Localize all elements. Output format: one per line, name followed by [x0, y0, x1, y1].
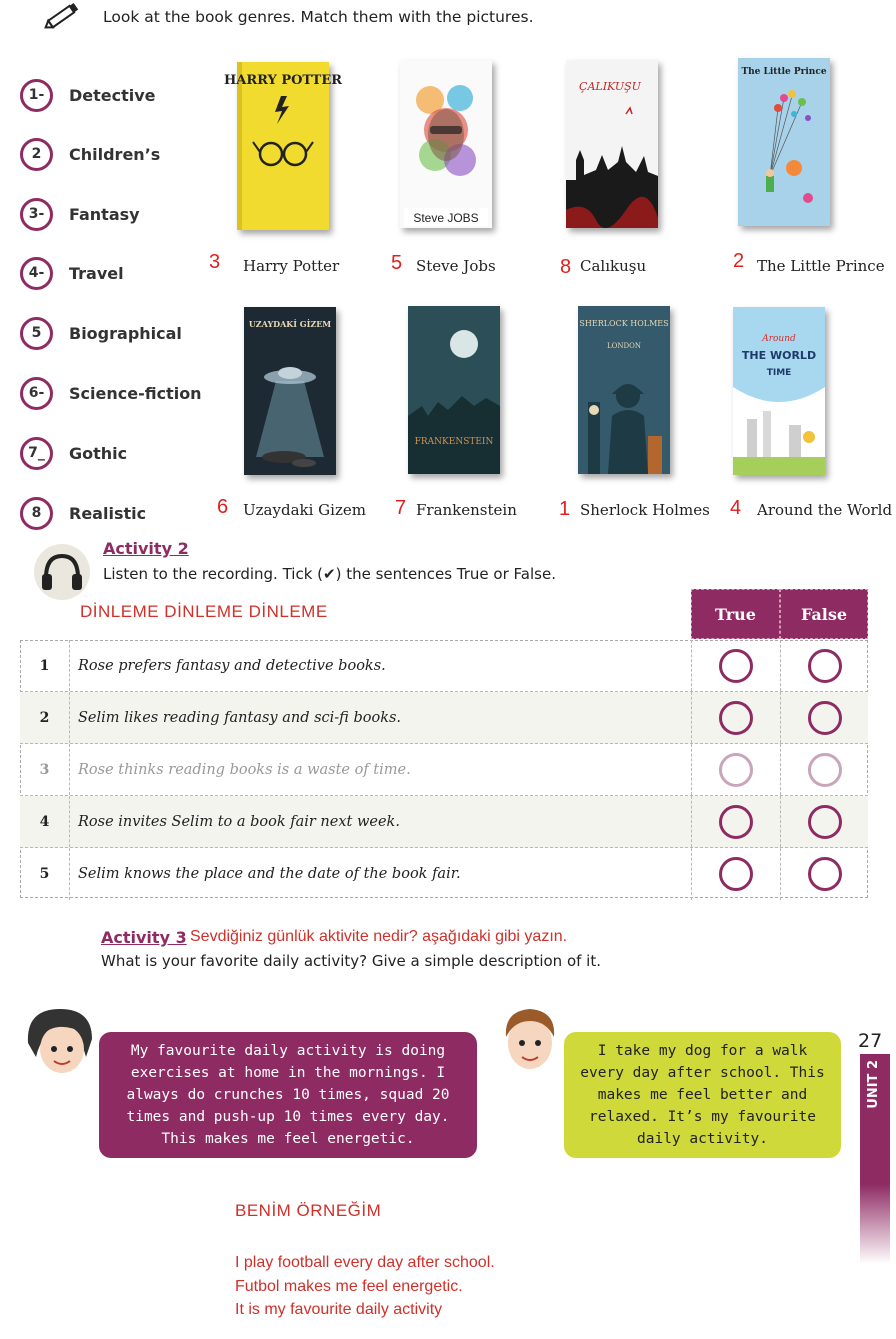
book-cover-steve-jobs	[400, 60, 492, 228]
false-choice-circle[interactable]	[808, 857, 842, 891]
column-header-false: False	[780, 589, 868, 639]
activity3-title: Activity 3	[101, 928, 187, 947]
false-choice-circle[interactable]	[808, 805, 842, 839]
genre-item	[20, 377, 202, 409]
girl-avatar	[22, 1003, 100, 1077]
row-number: 5	[20, 848, 70, 900]
book-title: Sherlock Holmes	[580, 501, 710, 519]
genre-label: Fantasy	[69, 204, 140, 224]
genre-item	[20, 138, 160, 170]
row-number: 3	[20, 744, 70, 795]
true-choice-circle[interactable]	[719, 857, 753, 891]
book-cover-harry-potter	[223, 62, 343, 230]
answer-number: 7	[395, 497, 407, 519]
book-title: Harry Potter	[243, 257, 340, 275]
book-cover-calikusu	[566, 60, 658, 228]
genre-label: Science-fiction	[69, 383, 202, 403]
answer-number: 6	[217, 496, 229, 518]
genre-item	[20, 317, 182, 349]
answer-number: 8	[560, 256, 572, 278]
book-title: The Little Prince	[757, 257, 885, 275]
row-number: 1	[20, 640, 70, 691]
book-title: Calıkuşu	[580, 257, 647, 275]
false-choice-circle[interactable]	[808, 649, 842, 683]
genre-number: 6-	[20, 377, 53, 410]
cover-subtitle: TIME	[766, 368, 792, 378]
column-header-true: True	[691, 589, 780, 639]
book-title: Around the World	[757, 501, 893, 519]
genre-item	[20, 79, 156, 111]
activity3-translation: Sevdiğiniz günlük aktivite nedir? aşağıdaki gibi yazın.	[190, 928, 568, 945]
row-sentence: Rose thinks reading books is a waste of time.	[78, 761, 411, 778]
genre-number: 4-	[20, 257, 53, 290]
activity1-instruction: Look at the book genres. Match them with the pictures.	[103, 8, 534, 26]
table-row	[20, 640, 868, 692]
book-title: Steve Jobs	[416, 257, 496, 275]
boy-avatar	[496, 1003, 566, 1077]
false-choice-circle[interactable]	[808, 701, 842, 735]
listening-note: DİNLEME DİNLEME DİNLEME	[80, 602, 328, 621]
book-title: Frankenstein	[416, 501, 517, 519]
cover-title: FRANKENSTEIN	[414, 437, 494, 447]
page-number: 27	[858, 1030, 883, 1052]
answer-number: 3	[209, 251, 221, 273]
row-sentence: Rose invites Selim to a book fair next week.	[78, 813, 400, 830]
answer-number: 4	[730, 497, 742, 519]
girl-speech-bubble: My favourite daily activity is doing exercises at home in the mornings. I always do crunches 10 times, squad 20 times and push-up 10 times every day. This makes me feel energetic.	[99, 1032, 477, 1158]
activity2-title: Activity 2	[103, 539, 189, 558]
genre-item	[20, 497, 146, 529]
answer-number: 5	[391, 252, 403, 274]
table-row	[20, 744, 868, 796]
unit-label: UNIT 2	[866, 1060, 881, 1109]
cover-top: Around	[762, 334, 796, 344]
genre-item	[20, 437, 127, 469]
row-number: 2	[20, 692, 70, 743]
activity3-instruction: What is your favorite daily activity? Give a simple description of it.	[101, 952, 601, 970]
genre-number: 5	[20, 317, 53, 350]
row-sentence: Selim knows the place and the date of the book fair.	[78, 866, 461, 882]
table-row	[20, 796, 868, 848]
answer-number: 2	[733, 250, 745, 272]
true-choice-circle[interactable]	[719, 701, 753, 735]
genre-number: 1-	[20, 79, 53, 112]
book-cover-around-the-world	[733, 307, 825, 475]
true-choice-circle[interactable]	[719, 753, 753, 787]
true-choice-circle[interactable]	[719, 649, 753, 683]
row-sentence: Rose prefers fantasy and detective books.	[78, 657, 386, 674]
answer-number: 1	[559, 498, 571, 520]
example-line: It is my favourite daily activity	[235, 1301, 443, 1318]
book-title: Uzaydaki Gizem	[243, 501, 366, 519]
genre-label: Children’s	[69, 144, 161, 164]
genre-label: Realistic	[69, 503, 147, 523]
genre-number: 2	[20, 138, 53, 171]
table-row	[20, 848, 868, 900]
genre-number: 8	[20, 497, 53, 530]
unit-side-tab-fade	[860, 1184, 890, 1264]
false-choice-circle[interactable]	[808, 753, 842, 787]
cover-title: THE WORLD	[741, 349, 817, 362]
genre-label: Gothic	[69, 443, 128, 463]
genre-number: 3-	[20, 198, 53, 231]
true-choice-circle[interactable]	[719, 805, 753, 839]
genre-label: Biographical	[69, 323, 182, 343]
cover-title: ÇALIKUŞU	[579, 80, 641, 93]
cover-title: UZAYDAKİ GİZEM	[248, 319, 332, 329]
cover-title: HARRY POTTER	[223, 73, 343, 88]
book-cover-uzaydaki-gizem	[244, 307, 336, 475]
book-cover-little-prince	[738, 58, 830, 226]
book-cover-sherlock-holmes	[578, 306, 670, 474]
cover-subtitle: LONDON	[607, 342, 641, 350]
genre-label: Detective	[69, 85, 156, 105]
cover-title: Steve JOBS	[413, 211, 479, 225]
row-sentence: Selim likes reading fantasy and sci-fi books.	[78, 709, 402, 726]
genre-label: Travel	[69, 263, 124, 283]
genre-number: 7_	[20, 437, 53, 470]
example-text	[235, 1251, 495, 1322]
cover-title: The Little Prince	[741, 67, 827, 77]
activity2-instruction: Listen to the recording. Tick (✔) the sentences True or False.	[103, 565, 556, 583]
table-row	[20, 692, 868, 744]
row-number: 4	[20, 796, 70, 847]
headphones-icon	[34, 544, 90, 600]
boy-speech-bubble: I take my dog for a walk every day after school. This makes me feel better and relaxed. It’s my favourite daily activity.	[564, 1032, 841, 1158]
book-cover-frankenstein	[408, 306, 500, 474]
example-line: Futbol makes me feel energetic.	[235, 1277, 463, 1295]
genre-item	[20, 198, 140, 230]
genre-item	[20, 257, 124, 289]
example-title: BENİM ÖRNEĞİM	[235, 1201, 382, 1220]
example-line: I play football every day after school.	[235, 1254, 495, 1271]
pencil-icon	[42, 0, 82, 32]
cover-title: SHERLOCK HOLMES	[579, 319, 669, 328]
